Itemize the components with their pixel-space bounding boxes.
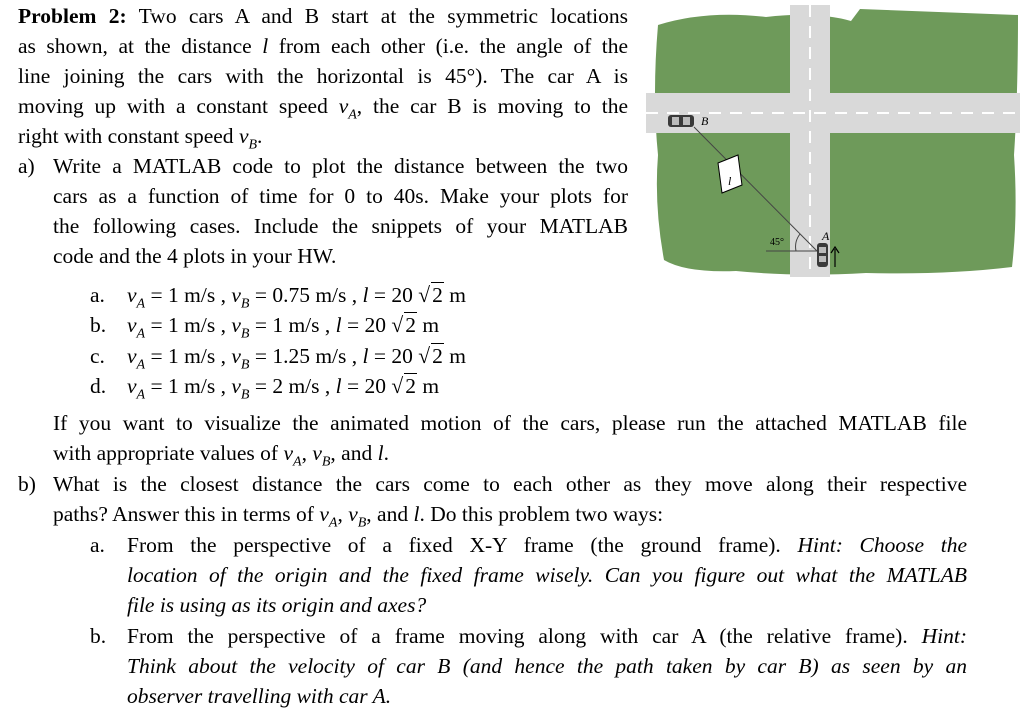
car-b <box>668 115 694 127</box>
part-b-sub-b-line-1: From the perspective of a frame moving along with car A (the relative frame). Hint: <box>127 624 967 648</box>
vB-symbol: $v_B$ <box>238 124 258 153</box>
label-a: A <box>822 229 830 243</box>
part-b-label: b) <box>18 472 36 496</box>
part-a-line-3: the following cases. Include the snippets of your MATLAB <box>53 214 628 238</box>
problem-line-4: moving up with a constant speed $v_A$, the car B is moving to the <box>18 94 628 123</box>
part-a-label: a) <box>18 154 35 178</box>
part-b-sub-a-line-1: From the perspective of a fixed X-Y frame (the ground frame). Hint: Choose the <box>127 533 968 557</box>
problem-line-5: right with constant speed $v_B$. <box>18 124 263 153</box>
car-a <box>817 243 828 267</box>
part-b-sub-b-label: b. <box>90 624 107 648</box>
case-item: d. $v_A = 1$ m/s , $v_B = 2$ m/s , l = 20 √2 m <box>90 374 440 403</box>
case-item: c. $v_A = 1$ m/s , $v_B = 1.25$ m/s , l = 20 √2 m <box>90 344 466 373</box>
problem-line-3: line joining the cars with the horizontal is 45°). The car A is <box>18 64 628 88</box>
case-item: a. $v_A = 1$ m/s , $v_B = 0.75$ m/s , l = 20 √2 m <box>90 283 466 312</box>
part-b-line-1: What is the closest distance the cars come to each other as they move along their respective <box>53 472 967 496</box>
grass-area <box>655 9 1018 275</box>
problem-line-2: as shown, at the distance l from each other (i.e. the angle of the <box>18 34 629 58</box>
animation-line-1: If you want to visualize the animated motion of the cars, please run the attached MATLAB file <box>53 411 967 435</box>
case-item: b. $v_A = 1$ m/s , $v_B = 1$ m/s , l = 20 √2 m <box>90 313 440 342</box>
part-b-sub-a-label: a. <box>90 533 105 557</box>
problem-heading: Problem 2: <box>18 4 127 28</box>
part-b-sub-b-line-3: observer travelling with car A. <box>127 684 392 708</box>
part-a-line-1: Write a MATLAB code to plot the distance between the two <box>53 154 628 178</box>
label-b: B <box>701 114 709 128</box>
problem-line-1: Problem 2: Two cars A and B start at the symmetric locations <box>18 4 628 28</box>
part-b-sub-a-line-2: location of the origin and the fixed frame wisely. Can you figure out what the MATLAB <box>127 563 967 587</box>
part-a-line-4: code and the 4 plots in your HW. <box>53 244 337 268</box>
vA-symbol: $v_A$ <box>338 94 357 123</box>
part-b-sub-b-line-2: Think about the velocity of car B (and hence the path taken by car B) as seen by an <box>127 654 967 678</box>
distance-label: l <box>728 174 732 188</box>
angle-label: 45° <box>770 237 784 248</box>
animation-line-2: with appropriate values of $v_A$, $v_B$, and l. <box>53 441 389 470</box>
part-b-sub-a-line-3: file is using as its origin and axes? <box>127 593 427 617</box>
part-a-line-2: cars as a function of time for 0 to 40s. Make your plots for <box>53 184 628 208</box>
part-b-line-2: paths? Answer this in terms of $v_A$, $v_B$, and l. Do this problem two ways: <box>53 502 664 531</box>
intersection-figure <box>646 5 1020 277</box>
